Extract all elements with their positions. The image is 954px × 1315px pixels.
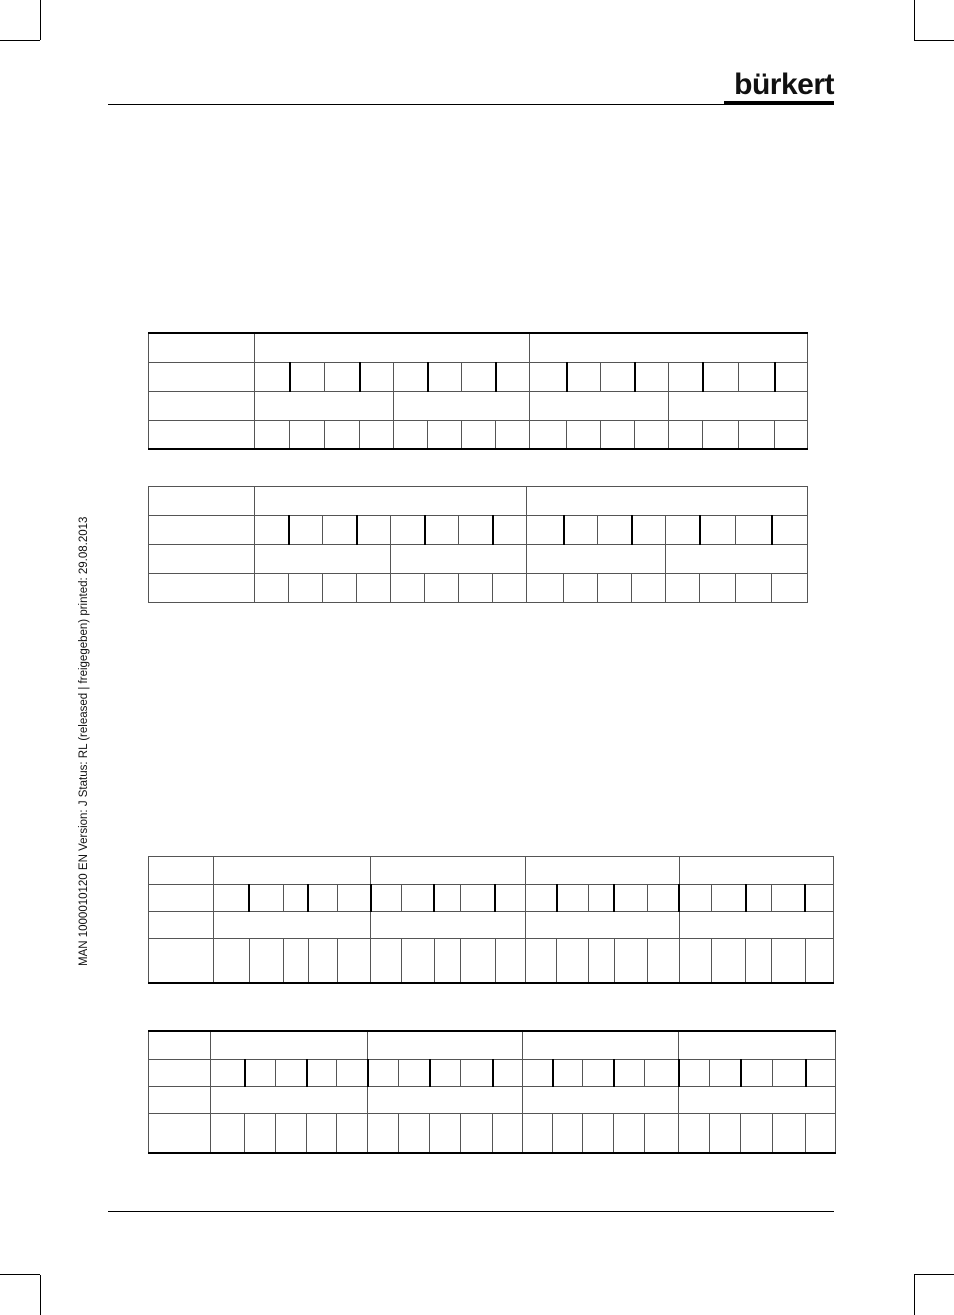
- table-cell: [601, 362, 635, 391]
- table-cell: [391, 574, 425, 603]
- table-cell: [149, 333, 255, 362]
- table-cell: [325, 362, 360, 391]
- table-c: [148, 856, 834, 984]
- crop-mark: [40, 0, 41, 40]
- table-cell: [149, 545, 255, 574]
- table-cell: [736, 574, 772, 603]
- table-cell: [526, 912, 680, 939]
- table-cell: [741, 1059, 773, 1086]
- document-status-text: MAN 1000010120 EN Version: J Status: RL (released | freigegeben) printed: 29.08.2013: [78, 516, 90, 966]
- table-cell: [527, 487, 808, 516]
- table-cell: [598, 516, 632, 545]
- table-cell: [712, 885, 746, 912]
- table-row: [149, 391, 808, 420]
- table-cell: [583, 1059, 614, 1086]
- table-cell: [741, 1113, 773, 1153]
- table-row: [149, 487, 808, 516]
- table-cell: [645, 1059, 679, 1086]
- table-cell: [805, 939, 833, 983]
- table-cell: [214, 885, 249, 912]
- table-cell: [337, 939, 370, 983]
- table-cell: [149, 574, 255, 603]
- table-row: [149, 857, 834, 885]
- table-cell: [772, 885, 805, 912]
- table-cell: [462, 362, 496, 391]
- header-rule: [108, 104, 834, 105]
- table-cell: [739, 362, 775, 391]
- table-cell: [249, 939, 283, 983]
- table-cell: [526, 857, 680, 885]
- table-cell: [211, 1059, 245, 1086]
- table-cell: [394, 362, 428, 391]
- table-cell: [461, 1113, 493, 1153]
- table-cell: [746, 885, 772, 912]
- table-cell: [666, 545, 808, 574]
- table-cell: [647, 885, 679, 912]
- table-cell: [368, 1113, 399, 1153]
- table-cell: [434, 885, 460, 912]
- table-cell: [290, 420, 325, 449]
- table-cell: [430, 1113, 461, 1153]
- table-cell: [739, 420, 775, 449]
- table-cell: [710, 1059, 741, 1086]
- table-cell: [567, 362, 601, 391]
- table-cell: [772, 574, 808, 603]
- table-b: [148, 486, 808, 603]
- table-cell: [712, 939, 746, 983]
- table-cell: [255, 333, 530, 362]
- table-row: [149, 516, 808, 545]
- table-row: [149, 885, 834, 912]
- table-cell: [614, 1113, 645, 1153]
- crop-mark: [914, 0, 915, 40]
- table-cell: [214, 939, 249, 983]
- table-cell: [806, 1113, 836, 1153]
- table-cell: [360, 420, 394, 449]
- table-cell: [357, 516, 391, 545]
- table-cell: [746, 939, 772, 983]
- table-cell: [255, 362, 290, 391]
- table-cell: [149, 391, 255, 420]
- table-row: [149, 574, 808, 603]
- table-cell: [149, 912, 214, 939]
- table-cell: [245, 1113, 276, 1153]
- table-row: [149, 333, 808, 362]
- table-cell: [255, 516, 289, 545]
- table-cell: [149, 939, 214, 983]
- table-cell: [772, 516, 808, 545]
- table-cell: [679, 1059, 710, 1086]
- table-cell: [371, 939, 402, 983]
- table-cell: [632, 574, 666, 603]
- table-cell: [337, 1113, 368, 1153]
- table-cell: [527, 574, 564, 603]
- table-cell: [371, 912, 526, 939]
- table-cell: [557, 885, 589, 912]
- table-cell: [371, 885, 402, 912]
- table-cell: [710, 1113, 741, 1153]
- table-cell: [700, 574, 736, 603]
- brand-logo: bürkert: [734, 68, 834, 101]
- table-row: [149, 939, 834, 983]
- table-cell: [614, 939, 647, 983]
- table-cell: [679, 857, 833, 885]
- table-cell: [368, 1059, 399, 1086]
- table-cell: [307, 1113, 337, 1153]
- table-row: [149, 912, 834, 939]
- table-cell: [323, 516, 357, 545]
- table-row: [149, 1031, 836, 1059]
- table-cell: [632, 516, 666, 545]
- table-cell: [703, 420, 739, 449]
- table-cell: [523, 1086, 679, 1113]
- table-cell: [635, 362, 669, 391]
- crop-mark: [40, 1275, 41, 1315]
- table-cell: [775, 362, 808, 391]
- table-cell: [371, 857, 526, 885]
- table-cell: [530, 362, 567, 391]
- table-cell: [703, 362, 739, 391]
- table-cell: [149, 1031, 211, 1059]
- table-cell: [614, 885, 647, 912]
- table-cell: [255, 487, 527, 516]
- table-cell: [589, 885, 614, 912]
- table-cell: [736, 516, 772, 545]
- table-cell: [564, 516, 598, 545]
- table-cell: [679, 1031, 836, 1059]
- table-cell: [283, 939, 308, 983]
- table-cell: [775, 420, 808, 449]
- table-row: [149, 1059, 836, 1086]
- table-row: [149, 1113, 836, 1153]
- table-cell: [553, 1059, 583, 1086]
- table-cell: [496, 362, 530, 391]
- table-cell: [283, 885, 308, 912]
- table-cell: [493, 574, 527, 603]
- table-cell: [149, 1059, 211, 1086]
- table-row: [149, 420, 808, 449]
- table-cell: [614, 1059, 645, 1086]
- table-cell: [772, 939, 805, 983]
- table-d: [148, 1030, 836, 1154]
- table-cell: [461, 1059, 493, 1086]
- table-cell: [249, 885, 283, 912]
- table-cell: [530, 333, 808, 362]
- table-cell: [635, 420, 669, 449]
- table-cell: [679, 885, 711, 912]
- table-cell: [567, 420, 601, 449]
- table-row: [149, 1086, 836, 1113]
- table-cell: [523, 1031, 679, 1059]
- table-cell: [679, 912, 833, 939]
- table-cell: [459, 574, 493, 603]
- table-cell: [773, 1113, 806, 1153]
- table-cell: [308, 939, 337, 983]
- table-cell: [460, 939, 495, 983]
- table-cell: [428, 362, 462, 391]
- table-cell: [360, 362, 394, 391]
- table-cell: [391, 545, 527, 574]
- table-cell: [601, 420, 635, 449]
- table-cell: [679, 939, 711, 983]
- table-cell: [149, 487, 255, 516]
- table-cell: [773, 1059, 806, 1086]
- table-cell: [149, 420, 255, 449]
- table-cell: [805, 885, 833, 912]
- table-cell: [589, 939, 614, 983]
- table-cell: [399, 1059, 430, 1086]
- table-cell: [647, 939, 679, 983]
- table-row: [149, 545, 808, 574]
- table-cell: [325, 420, 360, 449]
- table-cell: [679, 1086, 836, 1113]
- table-cell: [557, 939, 589, 983]
- table-cell: [357, 574, 391, 603]
- table-cell: [460, 885, 495, 912]
- table-cell: [276, 1059, 307, 1086]
- table-cell: [399, 1113, 430, 1153]
- table-cell: [402, 885, 434, 912]
- table-cell: [527, 516, 564, 545]
- table-cell: [255, 574, 289, 603]
- table-cell: [276, 1113, 307, 1153]
- table-cell: [211, 1113, 245, 1153]
- table-cell: [430, 1059, 461, 1086]
- table-cell: [459, 516, 493, 545]
- table-cell: [149, 1113, 211, 1153]
- table-cell: [307, 1059, 337, 1086]
- table-cell: [679, 1113, 710, 1153]
- table-cell: [214, 912, 371, 939]
- table-cell: [211, 1086, 368, 1113]
- table-cell: [700, 516, 736, 545]
- table-cell: [434, 939, 460, 983]
- crop-mark: [914, 40, 954, 41]
- table-cell: [323, 574, 357, 603]
- table-cell: [149, 362, 255, 391]
- table-cell: [255, 545, 391, 574]
- table-cell: [255, 391, 394, 420]
- table-cell: [337, 885, 370, 912]
- table-cell: [645, 1113, 679, 1153]
- table-cell: [289, 574, 323, 603]
- table-cell: [214, 857, 371, 885]
- table-cell: [290, 362, 325, 391]
- table-cell: [428, 420, 462, 449]
- table-cell: [149, 857, 214, 885]
- table-cell: [530, 420, 567, 449]
- table-cell: [493, 516, 527, 545]
- table-cell: [149, 516, 255, 545]
- table-cell: [495, 939, 525, 983]
- footer-rule: [108, 1211, 834, 1212]
- table-cell: [583, 1113, 614, 1153]
- table-cell: [211, 1031, 368, 1059]
- table-cell: [526, 939, 557, 983]
- table-cell: [527, 545, 666, 574]
- table-cell: [425, 574, 459, 603]
- table-cell: [598, 574, 632, 603]
- table-cell: [289, 516, 323, 545]
- table-cell: [666, 516, 700, 545]
- crop-mark: [914, 1275, 915, 1315]
- table-cell: [402, 939, 434, 983]
- table-cell: [245, 1059, 276, 1086]
- table-cell: [337, 1059, 368, 1086]
- table-cell: [493, 1059, 523, 1086]
- table-a: [148, 332, 808, 450]
- table-cell: [308, 885, 337, 912]
- table-cell: [523, 1113, 553, 1153]
- table-cell: [669, 391, 808, 420]
- table-cell: [669, 420, 703, 449]
- table-row: [149, 362, 808, 391]
- table-cell: [149, 1086, 211, 1113]
- table-cell: [493, 1113, 523, 1153]
- table-cell: [462, 420, 496, 449]
- table-cell: [425, 516, 459, 545]
- table-cell: [553, 1113, 583, 1153]
- table-cell: [526, 885, 557, 912]
- crop-mark: [914, 1274, 954, 1275]
- table-cell: [806, 1059, 836, 1086]
- table-cell: [391, 516, 425, 545]
- crop-mark: [0, 40, 40, 41]
- table-cell: [669, 362, 703, 391]
- table-cell: [523, 1059, 553, 1086]
- table-cell: [394, 420, 428, 449]
- table-cell: [368, 1031, 523, 1059]
- table-cell: [666, 574, 700, 603]
- crop-mark: [0, 1274, 40, 1275]
- table-cell: [496, 420, 530, 449]
- table-cell: [530, 391, 669, 420]
- table-cell: [368, 1086, 523, 1113]
- table-cell: [394, 391, 530, 420]
- table-cell: [255, 420, 290, 449]
- table-cell: [149, 885, 214, 912]
- table-cell: [564, 574, 598, 603]
- table-cell: [495, 885, 525, 912]
